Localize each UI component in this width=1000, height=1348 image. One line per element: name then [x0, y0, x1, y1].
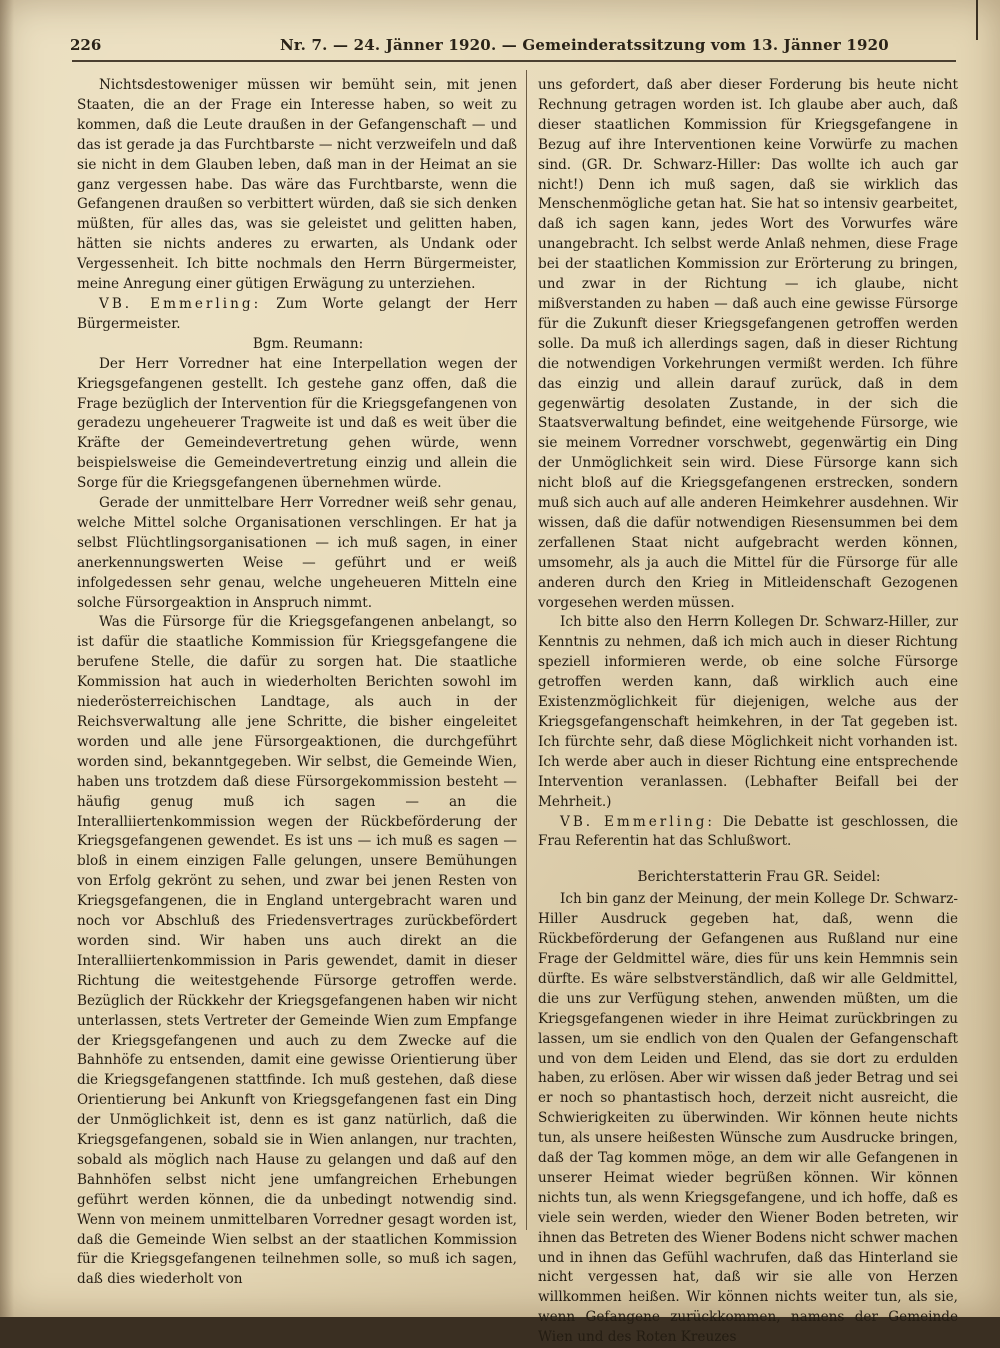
speaker-text: Die Debatte ist geschlossen, die Frau Referentin hat das Schlußwort.: [538, 813, 959, 850]
page-edge-mark: [976, 0, 978, 40]
right-column: [538, 76, 959, 1346]
page-number: 226: [70, 36, 102, 54]
speaker-name: VB. Emmerling:: [99, 295, 262, 312]
paragraph: Nichtsdestoweniger müssen wir bemüht sein, mit jenen Staaten, die an der Frage ein Interesse haben, so weit zu kommen, daß die Leute draußen in der Gefangenschaft — und das ist gerade ja das Furchtbarste — nicht verzweifeln und daß sie nicht in dem Glauben leben, daß man in der Heimat an sie ganz vergessen habe. Das wäre das Furchtbarste, wenn die Gefangenen draußen so verbittert würden, daß sie sich denken müßten, für alles das, was sie geleistet und gelitten haben, hätten sie nichts anderes zu erwarten, als Undank oder Vergessenheit. Ich bitte nochmals den Herrn Bürgermeister, meine Anregung einer gütigen Erwägung zu unterziehen.: [77, 77, 517, 293]
page-header: [70, 36, 940, 58]
running-head: Nr. 7. — 24. Jänner 1920. — Gemeinderatssitzung vom 13. Jänner 1920: [280, 36, 889, 54]
paragraph: [538, 813, 958, 853]
speaker-name: VB. Emmerling:: [560, 813, 715, 830]
paragraph: Was die Fürsorge für die Kriegsgefangenen anbelangt, so ist dafür die staatliche Kommission für Kriegsgefangene die berufene Stelle, die dafür zu sorgen hat. Die staatliche Kommission hat auch in wiederholten Berichten sowohl im niederösterreichischen Landtage, als auch in der Reichsverwaltung alle jene Schritte, die bisher eingeleitet worden und alle jene Fürsorgeaktionen, die durchgeführt worden sind, bekanntgegeben. Wir selbst, die Gemeinde Wien, haben uns trotzdem daß diese Fürsorgekommission besteht — häufig genug muß ich sagen — an die Interalliiertenkommission wegen der Rückbeförderung der Kriegsgefangenen gewendet. Es ist uns — ich muß es sagen — bloß in einem einzigen Falle gelungen, unsere Bemühungen von Erfolg gekrönt zu sehen, und zwar bei jenen Resten von Kriegsgefangenen, die in England untergebracht waren und noch vor Abschluß des Friedensvertrages zurückbefördert worden sind. Wir haben uns auch direkt an die Interalliiertenkommission in Paris gewendet, damit in dieser Richtung die weitestgehende Fürsorge getroffen werde. Bezüglich der Rückkehr der Kriegsgefangenen haben wir nicht unterlassen, stets Vertreter der Gemeinde Wien zum Empfange der Kriegsgefangenen und auch zu dem Zwecke auf die Bahnhöfe zu entsenden, damit eine gewisse Orientierung über die Kriegsgefangenen stattfinde. Ich muß gestehen, daß diese Orientierung bei Ankunft von Kriegsgefangenen fast ein Ding der Unmöglichkeit ist, denn es ist ganz natürlich, daß die Kriegsgefangenen, sobald sie in Wien anlangen, nur trachten, sobald als möglich nach Hause zu gelangen und daß auf den Bahnhöfen selbst nicht jene umfangreichen Erhebungen geführt werden können, die da unbedingt notwendig sind. Wenn von meinem unmittelbaren Vorredner gesagt worden ist, daß die Gemeinde Wien selbst an der staatlichen Kommission für die Kriegsgefangenen teilnehmen solle, so muß ich sagen, daß dies wiederholt von: [77, 614, 517, 1288]
paragraph: Ich bin ganz der Meinung, der mein Kollege Dr. Schwarz-Hiller Ausdruck gegeben hat, daß, wenn die Rückbeförderung der Gefangenen aus Rußland nur eine Frage der Geldmittel wäre, dies für uns kein Hemmnis sein dürfte. Es wäre selbstverständlich, daß wir alle Geldmittel, die uns zur Verfügung stehen, anwenden müßten, um die Kriegsgefangenen wieder in ihre Heimat zurückbringen zu lassen, um sie endlich von den Qualen der Gefangenschaft und von dem Leiden und Elend, das sie dort zu erdulden haben, zu erlösen. Aber wir wissen daß jeder Betrag und sei er noch so phantastisch hoch, derzeit nicht ausreicht, die Schwierigkeiten zu überwinden. Wir können heute nichts tun, als unsere heißesten Wünsche zum Ausdrucke bringen, daß der Tag kommen möge, an dem wir alle Gefangenen in unserer Heimat wieder begrüßen können. Wir können nichts tun, als wenn Kriegsgefangene, und ich hoffe, daß es viele sein werden, wieder den Wiener Boden betreten, wir ihnen das Betreten des Wiener Bodens nicht schwer machen und in ihnen das Gefühl wachrufen, daß das Hinterland sie nicht vergessen hat, daß wir sie alle von Herzen willkommen heißen. Wir können nichts weiter tun, als sie, wenn Gefangene zurückkommen, namens der Gemeinde Wien und des Roten Kreuzes: [538, 891, 958, 1346]
column-divider: [526, 70, 527, 1230]
paragraph: uns gefordert, daß aber dieser Forderung bis heute nicht Rechnung getragen worden ist. Ich glaube aber auch, daß dieser staatlichen Kommission für Kriegsgefangene in Bezug auf ihre Interventionen keine Vorwürfe zu machen sind. (GR. Dr. Schwarz-Hiller: Das wollte ich auch gar nicht!) Denn ich muß sagen, daß sie wirklich das Menschenmögliche getan hat. Sie hat so intensiv gearbeitet, daß ich sagen kann, jedes Wort des Vorwurfes wäre unangebracht. Ich selbst werde Anlaß nehmen, diese Frage bei der staatlichen Kommission zur Erörterung zu bringen, und zwar in der Richtung — ich glaube, nicht mißverstanden zu haben — daß auch eine gewisse Fürsorge für die Zukunft dieser Kriegsgefangenen getroffen werden solle. Da muß ich allerdings sagen, daß in dieser Richtung die notwendigen Vorkehrungen vermißt werden. Ich führe das einzig und allein darauf zurück, daß in dem gegenwärtig desolaten Zustande, in der sich die Staatsverwaltung befindet, eine weitgehende Fürsorge, wie sie meinem Vorredner vorschwebt, gegenwärtig ein Ding der Unmöglichkeit sein wird. Diese Fürsorge kann sich nicht bloß auf die Kriegsgefangenen erstrecken, sondern muß sich auch auf alle anderen Heimkehrer ausdehnen. Wir wissen, daß die dafür notwendigen Riesensummen bei dem zerfallenen Staat nicht aufgebracht werden können, umsomehr, als ja auch die Mittel für die Fürsorge für alle anderen durch den Krieg in Mitleidenschaft Gezogenen vorgesehen werden müssen.: [538, 77, 958, 611]
paragraph: Gerade der unmittelbare Herr Vorredner weiß sehr genau, welche Mittel solche Organisationen verschlingen. Er hat ja selbst Flüchtlingsorganisationen — ich muß sagen, in einer anerkennungswerten Weise — geführt und er weiß infolgedessen sehr genau, welche ungeheueren Mitteln eine solche Fürsorgeaktion in Anspruch nimmt.: [77, 495, 517, 611]
left-column: [77, 76, 517, 1288]
paragraph: [77, 295, 517, 335]
header-rule: [72, 60, 956, 62]
paragraph: Ich bitte also den Herrn Kollegen Dr. Schwarz-Hiller, zur Kenntnis zu nehmen, daß ich mich auch in dieser Richtung speziell informieren werde, ob eine solche Fürsorge getroffen werden kann, daß wirklich auch eine Existenzmöglichkeit für diejenigen, welche aus der Kriegsgefangenschaft heimkehren, in der Tat gegeben ist. Ich fürchte sehr, daß diese Möglichkeit nicht vorhanden ist. Ich werde aber auch in dieser Richtung eine entsprechende Intervention veranlassen. (Lebhafter Beifall bei der Mehrheit.): [538, 614, 958, 810]
speaker-heading: Bgm. Reumann:: [252, 335, 364, 352]
paragraph: Der Herr Vorredner hat eine Interpellation wegen der Kriegsgefangenen gestellt. Ich gestehe ganz offen, daß die Frage bezüglich der Intervention für die Kriegsgefangenen von geradezu ungeheuerer Tragweite ist und daß es weit über die Kräfte der Gemeindevertretung gehen würde, wenn beispielsweise die Gemeindevertretung einzig und allein die Sorge für die Kriegsgefangenen übernehmen würde.: [77, 355, 517, 492]
speaker-heading: Berichterstatterin Frau GR. Seidel:: [637, 869, 881, 886]
page-edge-shadow: [0, 0, 14, 1317]
speaker-text: Zum Worte gelangt der Herr Bürgermeister.: [77, 295, 517, 332]
